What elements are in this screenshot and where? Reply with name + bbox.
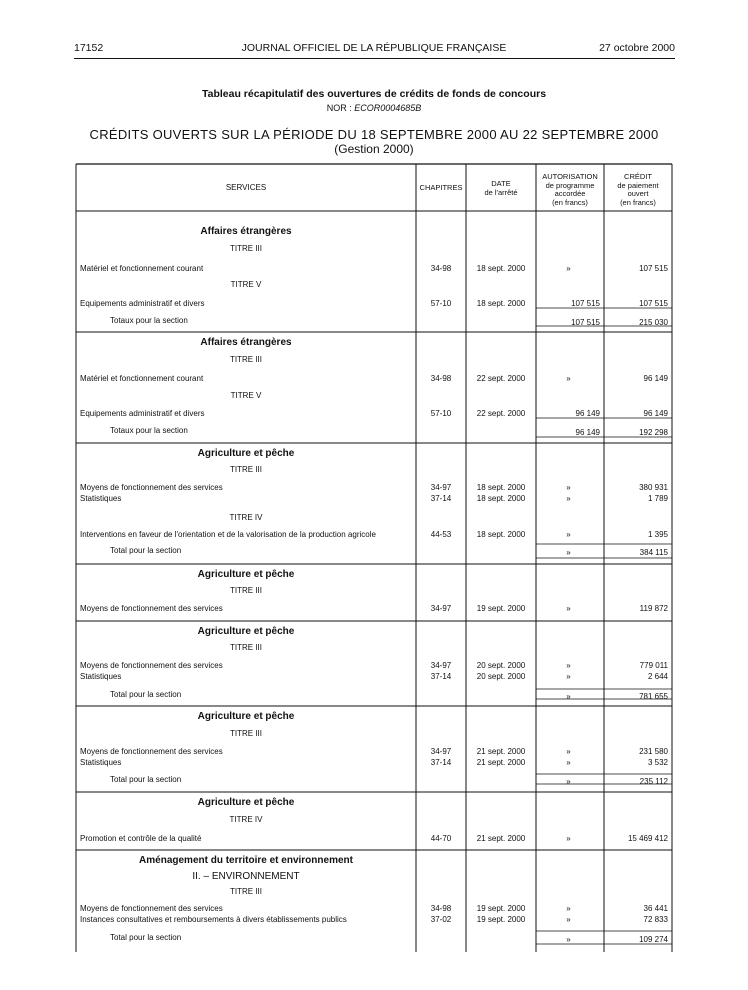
col-header-auto-line2: de programme xyxy=(545,180,595,190)
section-title: Agriculture et pêche xyxy=(197,711,295,722)
section-total-label-text: Total pour la section xyxy=(110,775,182,784)
section-title: Affaires étrangères xyxy=(200,226,292,237)
table-row-chapitre: 44-70 xyxy=(430,834,452,843)
section-total-autorisation: » xyxy=(566,692,571,701)
issue-date: 27 octobre 2000 xyxy=(599,42,675,54)
table-row-chapitre: 34-98 xyxy=(430,374,452,383)
table-row-label-text: Interventions en faveur de l'orientation et de la valorisation de la production agricole xyxy=(80,530,376,539)
table-row-date: 19 sept. 2000 xyxy=(476,915,526,924)
titre-heading: TITRE III xyxy=(230,643,262,652)
section-subtitle: II. – ENVIRONNEMENT xyxy=(192,871,300,882)
col-header-date-line1: DATE xyxy=(491,179,511,188)
table-row-label xyxy=(80,915,412,925)
table-row-date: 22 sept. 2000 xyxy=(476,374,526,383)
page-number: 17152 xyxy=(74,42,104,54)
section-total-label xyxy=(110,546,412,556)
section-total-label xyxy=(110,316,412,326)
col-header-date xyxy=(466,180,536,197)
table-row-date: 20 sept. 2000 xyxy=(476,661,526,670)
table-row-label xyxy=(80,672,412,682)
table-row-credit: 2 644 xyxy=(647,672,668,681)
table-row-credit: 1 395 xyxy=(647,530,668,539)
table-row-credit: 119 872 xyxy=(639,604,668,613)
table-row-label xyxy=(80,409,412,419)
section-title: Agriculture et pêche xyxy=(197,569,295,580)
period-heading: CRÉDITS OUVERTS SUR LA PÉRIODE DU 18 SEPTEMBRE 2000 AU 22 SEPTEMBRE 2000 xyxy=(89,127,659,142)
section-total-label-text: Total pour la section xyxy=(110,933,182,942)
section-total-credit: 781 655 xyxy=(639,692,668,701)
section-title: Agriculture et pêche xyxy=(197,626,295,637)
table-row-autorisation: » xyxy=(566,530,571,539)
col-header-credit-line1: CRÉDIT xyxy=(624,172,652,181)
table-row-autorisation: » xyxy=(566,661,571,670)
nor-code: ECOR0004685B xyxy=(354,103,422,113)
table-row-chapitre: 37-14 xyxy=(430,758,452,767)
table-row-label-text: Equipements administratif et divers xyxy=(80,409,205,418)
section-total-credit: 215 030 xyxy=(639,318,668,327)
table-row-label xyxy=(80,747,412,757)
table-row-label xyxy=(80,530,412,540)
table-row-credit: 380 931 xyxy=(639,483,668,492)
titre-heading: TITRE V xyxy=(230,280,262,289)
table-row-date: 21 sept. 2000 xyxy=(476,747,526,756)
table-row-credit: 231 580 xyxy=(639,747,668,756)
table-row-autorisation: 96 149 xyxy=(575,409,600,418)
table-row-credit: 3 532 xyxy=(647,758,668,767)
table-row-autorisation: » xyxy=(566,672,571,681)
table-row-autorisation: » xyxy=(566,494,571,503)
table-row-date: 18 sept. 2000 xyxy=(476,530,526,539)
table-row-autorisation: » xyxy=(566,834,571,843)
col-header-auto-line4: (en francs) xyxy=(552,197,588,207)
section-total-credit: 192 298 xyxy=(639,428,668,437)
gestion-heading: (Gestion 2000) xyxy=(334,142,414,156)
table-row-label-text: Promotion et contrôle de la qualité xyxy=(80,834,202,843)
table-row-credit: 107 515 xyxy=(639,264,668,273)
table-row-chapitre: 34-97 xyxy=(430,747,452,756)
table-row-label-text: Equipements administratif et divers xyxy=(80,299,205,308)
table-row-label-text: Matériel et fonctionnement courant xyxy=(80,374,204,383)
table-row-date: 19 sept. 2000 xyxy=(476,904,526,913)
table-row-chapitre: 44-53 xyxy=(430,530,452,539)
section-total-label xyxy=(110,426,412,436)
table-row-credit: 72 833 xyxy=(643,915,668,924)
titre-heading: TITRE III xyxy=(230,465,262,474)
table-row-date: 18 sept. 2000 xyxy=(476,264,526,273)
table-row-date: 21 sept. 2000 xyxy=(476,834,526,843)
table-row-label xyxy=(80,834,412,844)
journal-name: JOURNAL OFFICIEL DE LA RÉPUBLIQUE FRANÇAISE xyxy=(241,42,507,54)
titre-heading: TITRE III xyxy=(230,355,262,364)
table-row-label-text: Matériel et fonctionnement courant xyxy=(80,264,204,273)
table-row-label xyxy=(80,483,412,493)
titre-heading: TITRE V xyxy=(230,391,262,400)
section-title: Agriculture et pêche xyxy=(197,797,295,808)
table-row-credit: 96 149 xyxy=(643,409,668,418)
table-row-date: 20 sept. 2000 xyxy=(476,672,526,681)
section-total-label-text: Totaux pour la section xyxy=(110,316,188,325)
col-header-services: SERVICES xyxy=(225,183,267,192)
col-header-credit-line2: de paiement xyxy=(617,180,659,190)
table-row-label xyxy=(80,661,412,671)
section-total-label xyxy=(110,933,412,943)
table-row-chapitre: 34-97 xyxy=(430,483,452,492)
section-total-label-text: Totaux pour la section xyxy=(110,426,188,435)
col-header-credit-line4: (en francs) xyxy=(620,197,656,207)
table-row-chapitre: 37-02 xyxy=(430,915,452,924)
table-row-label-text: Moyens de fonctionnement des services xyxy=(80,661,223,670)
table-row-date: 18 sept. 2000 xyxy=(476,483,526,492)
section-total-label xyxy=(110,690,412,700)
col-header-date-line2: de l'arrêté xyxy=(484,187,518,197)
table-row-autorisation: » xyxy=(566,604,571,613)
section-total-credit: 235 112 xyxy=(639,777,668,786)
table-row-label xyxy=(80,494,412,504)
table-row-autorisation: » xyxy=(566,483,571,492)
table-row-chapitre: 37-14 xyxy=(430,672,452,681)
section-total-credit: 384 115 xyxy=(639,548,668,557)
table-row-chapitre: 34-98 xyxy=(430,904,452,913)
table-row-date: 21 sept. 2000 xyxy=(476,758,526,767)
section-total-autorisation: 107 515 xyxy=(571,318,600,327)
table-row-autorisation: » xyxy=(566,374,571,383)
section-title: Affaires étrangères xyxy=(200,337,292,348)
table-row-chapitre: 57-10 xyxy=(430,409,452,418)
table-row-credit: 15 469 412 xyxy=(627,834,668,843)
table-row-credit: 96 149 xyxy=(643,374,668,383)
section-total-label-text: Total pour la section xyxy=(110,690,182,699)
table-row-label-text: Moyens de fonctionnement des services xyxy=(80,747,223,756)
titre-heading: TITRE IV xyxy=(229,815,263,824)
table-row-credit: 779 011 xyxy=(639,661,668,670)
table-row-date: 19 sept. 2000 xyxy=(476,604,526,613)
table-row-label-text: Statistiques xyxy=(80,672,122,681)
col-header-credit-line3: ouvert xyxy=(627,189,649,198)
table-row-autorisation: » xyxy=(566,904,571,913)
section-total-credit: 109 274 xyxy=(639,935,668,944)
titre-heading: TITRE III xyxy=(230,244,262,253)
titre-heading: TITRE III xyxy=(230,729,262,738)
table-row-label-text: Moyens de fonctionnement des services xyxy=(80,904,223,913)
table-row-chapitre: 34-97 xyxy=(430,604,452,613)
col-header-auto-line3: accordée xyxy=(554,189,586,198)
table-row-label-text: Moyens de fonctionnement des services xyxy=(80,483,223,492)
table-row-date: 18 sept. 2000 xyxy=(476,494,526,503)
table-row-autorisation: » xyxy=(566,915,571,924)
table-row-label xyxy=(80,374,412,384)
table-row-label xyxy=(80,758,412,768)
table-row-label-text: Instances consultatives et remboursements à divers établissements publics xyxy=(80,915,347,924)
table-row-autorisation: » xyxy=(566,264,571,273)
table-row-credit: 36 441 xyxy=(643,904,668,913)
table-row-label xyxy=(80,904,412,914)
table-row-autorisation: 107 515 xyxy=(571,299,600,308)
table-row-label xyxy=(80,299,412,309)
table-row-credit: 107 515 xyxy=(639,299,668,308)
table-row-label xyxy=(80,264,412,274)
table-row-label-text: Statistiques xyxy=(80,758,122,767)
section-title: Aménagement du territoire et environnement xyxy=(139,855,353,866)
table-row-chapitre: 37-14 xyxy=(430,494,452,503)
table-row-date: 22 sept. 2000 xyxy=(476,409,526,418)
document-title: Tableau récapitulatif des ouvertures de crédits de fonds de concours xyxy=(201,88,547,100)
col-header-chapitres: CHAPITRES xyxy=(419,183,463,192)
titre-heading: TITRE III xyxy=(230,586,262,595)
section-total-autorisation: » xyxy=(566,777,571,786)
table-row-label-text: Statistiques xyxy=(80,494,122,503)
section-total-label xyxy=(110,775,412,785)
col-header-autorisation xyxy=(536,173,604,207)
section-total-autorisation: » xyxy=(566,548,571,557)
col-header-credit xyxy=(604,173,672,207)
section-title: Agriculture et pêche xyxy=(197,448,295,459)
table-row-autorisation: » xyxy=(566,747,571,756)
table-row-label-text: Moyens de fonctionnement des services xyxy=(80,604,223,613)
section-total-label-text: Total pour la section xyxy=(110,546,182,555)
col-header-auto-line1: AUTORISATION xyxy=(542,172,598,181)
table-row-autorisation: » xyxy=(566,758,571,767)
section-total-autorisation: 96 149 xyxy=(575,428,600,437)
titre-heading: TITRE III xyxy=(230,887,262,896)
table-row-credit: 1 789 xyxy=(647,494,668,503)
table-row-chapitre: 57-10 xyxy=(430,299,452,308)
table-row-label xyxy=(80,604,412,614)
table-row-chapitre: 34-98 xyxy=(430,264,452,273)
nor-label: NOR : xyxy=(326,103,352,113)
table-row-chapitre: 34-97 xyxy=(430,661,452,670)
titre-heading: TITRE IV xyxy=(229,513,263,522)
section-total-autorisation: » xyxy=(566,935,571,944)
table-row-date: 18 sept. 2000 xyxy=(476,299,526,308)
